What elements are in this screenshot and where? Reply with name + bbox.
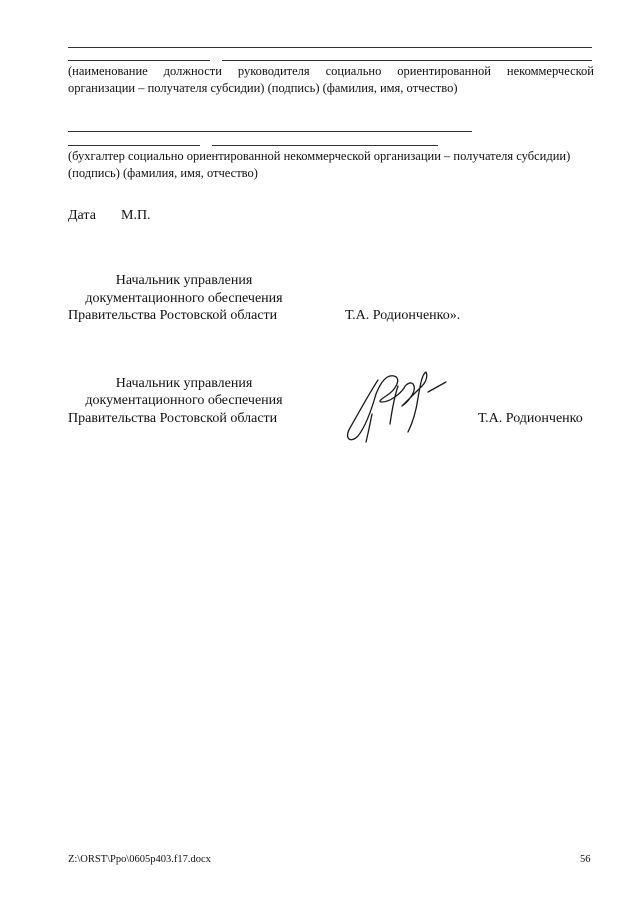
accountant-signature-line	[68, 131, 472, 132]
closing2-position-line3: Правительства Ростовской области	[68, 411, 278, 426]
accountant-underline-short	[68, 145, 200, 146]
handwritten-signature	[342, 362, 452, 452]
date-label: Дата	[68, 208, 96, 223]
closing1-position-line1: Начальник управления	[115, 273, 253, 288]
signature-line	[68, 47, 592, 48]
closing1-name: Т.А. Родионченко».	[345, 308, 461, 323]
accountant-underline-long	[212, 145, 438, 146]
position-caption-line1: (наименование должности руководителя социально ориентированной некоммерческой	[68, 64, 594, 78]
closing1-position-line3: Правительства Ростовской области	[68, 308, 278, 323]
closing2-position-line2: документационного обеспечения	[85, 393, 283, 408]
footer-page-number: 56	[580, 854, 591, 865]
closing2-position-line1: Начальник управления	[115, 376, 253, 391]
accountant-caption-line1: (бухгалтер социально ориентированной некоммерческой организации – получателя субсидии)	[68, 149, 571, 163]
stamp-label: М.П.	[121, 208, 151, 223]
signature-underline-long	[222, 60, 592, 61]
footer-file-path: Z:\ORST\Ppo\0605p403.f17.docx	[68, 854, 211, 865]
closing1-position-line2: документационного обеспечения	[85, 291, 283, 306]
accountant-caption-line2: (подпись) (фамилия, имя, отчество)	[68, 166, 258, 180]
closing2-name: Т.А. Родионченко	[478, 411, 583, 426]
signature-underline-short	[68, 60, 210, 61]
position-caption-line2: организации – получателя субсидии) (подпись) (фамилия, имя, отчество)	[68, 81, 458, 95]
